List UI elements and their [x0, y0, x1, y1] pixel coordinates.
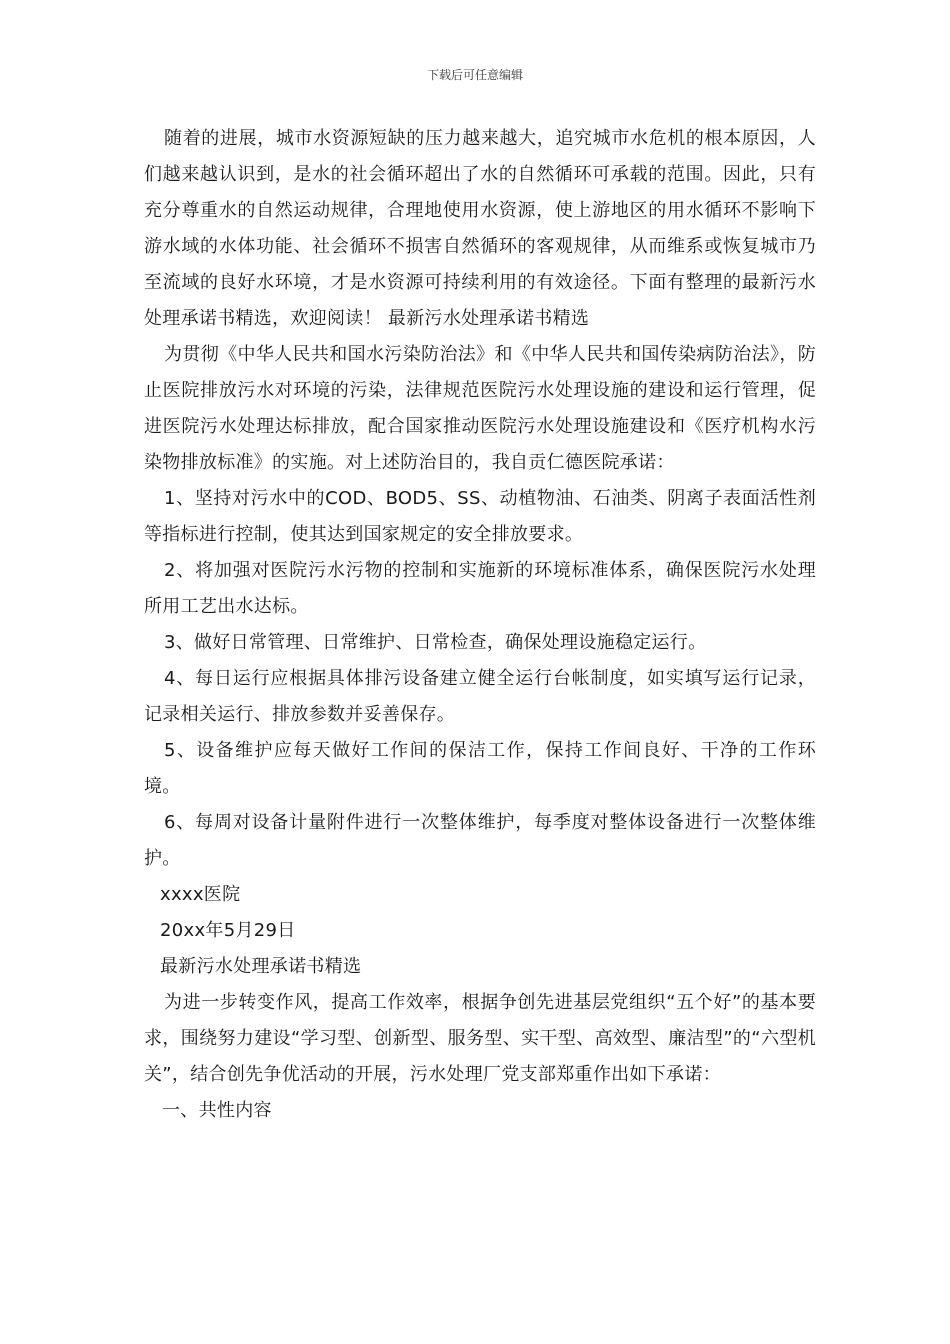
commitment-item-4: 4、每日运行应根据具体排污设备建立健全运行台帐制度，如实填写运行记录，记录相关运行、排放参数并妥善保存。 — [144, 668, 816, 725]
page-header: 下载后可任意编辑 — [426, 68, 523, 82]
hospital-commitment-paragraph: 为贯彻《中华人民共和国水污染防治法》和《中华人民共和国传染病防治法》，防止医院排放污水对环境的污染，法律规范医院污水处理设施的建设和运行管理，促进医院污水处理达标排放，配合国家推动医院污水处理设施建设和《医疗机构水污染物排放标准》的实施。对上述防治目的，我自贡仁德医院承诺： — [144, 344, 816, 473]
party-commitment-paragraph: 为进一步转变作风，提高工作效率，根据争创先进基层党组织“五个好”的基本要求，围绕努力建设“学习型、创新型、服务型、实干型、高效型、廉洁型”的“六型机关”，结合创先争优活动的开展，污水处理厂党支部郑重作出如下承诺： — [144, 992, 816, 1085]
section-heading-common: 一、共性内容 — [162, 1100, 272, 1121]
commitment-item-1: 1、坚持对污水中的COD、BOD5、SS、动植物油、石油类、阴离子表面活性剂等指标进行控制，使其达到国家规定的安全排放要求。 — [144, 488, 816, 545]
commitment-item-5: 5、设备维护应每天做好工作间的保洁工作，保持工作间良好、干净的工作环境。 — [144, 740, 816, 797]
commitment-item-2: 2、将加强对医院污水污物的控制和实施新的环境标准体系，确保医院污水处理所用工艺出水达标。 — [144, 560, 816, 617]
signature-hospital: xxxx医院 — [160, 884, 241, 905]
commitment-item-6: 6、每周对设备计量附件进行一次整体维护，每季度对整体设备进行一次整体维护。 — [144, 812, 816, 869]
document-body — [144, 121, 816, 1129]
commitment-item-3: 3、做好日常管理、日常维护、日常检查，确保处理设施稳定运行。 — [164, 632, 707, 653]
signature-date: 20xx年5月29日 — [160, 920, 296, 941]
section-title: 最新污水处理承诺书精选 — [160, 956, 362, 977]
intro-paragraph: 随着的进展，城市水资源短缺的压力越来越大，追究城市水危机的根本原因，人们越来越认识到，是水的社会循环超出了水的自然循环可承载的范围。因此，只有充分尊重水的自然运动规律，合理地使用水资源，使上游地区的用水循环不影响下游水域的水体功能、社会循环不损害自然循环的客观规律，从而维系或恢复城市乃至流域的良好水环境，才是水资源可持续利用的有效途径。下面有整理的最新污水处理承诺书精选，欢迎阅读！ 最新污水处理承诺书精选 — [144, 128, 816, 329]
